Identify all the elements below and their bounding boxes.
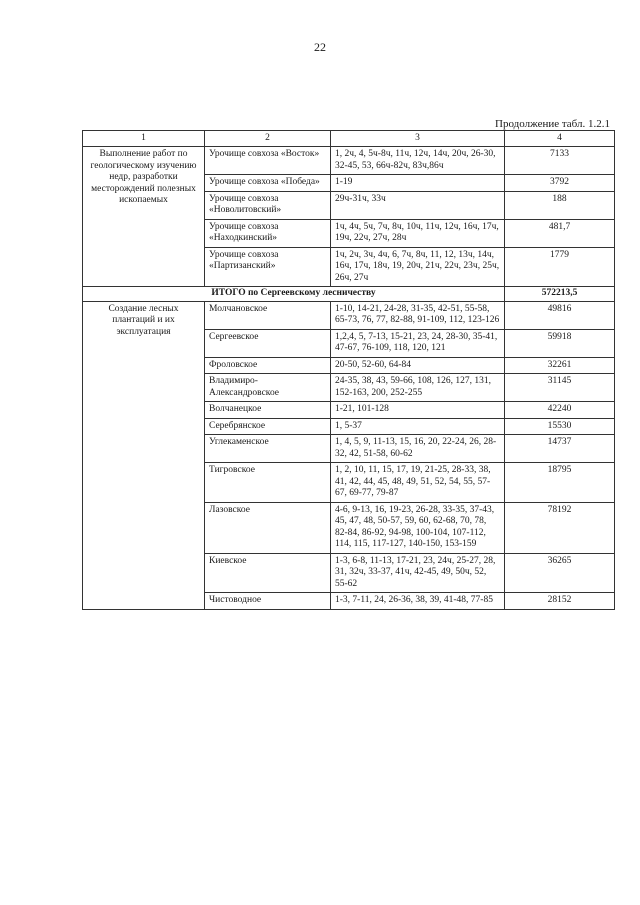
forestry-name-cell: Фроловское: [205, 357, 331, 374]
forestry-name-cell: Углекаменское: [205, 435, 331, 463]
area-cell: 49816: [505, 301, 615, 329]
quarter-numbers-cell: 1, 2ч, 4, 5ч-8ч, 11ч, 12ч, 14ч, 20ч, 26-30, 32-45, 53, 66ч-82ч, 83ч,86ч: [331, 147, 505, 175]
activity-type-cell: Выполнение работ по геологическому изучению недр, разработки месторождений полезных ископаемых: [83, 147, 205, 287]
quarter-numbers-cell: 1-3, 6-8, 11-13, 17-21, 23, 24ч, 25-27, 28, 31, 32ч, 33-37, 41ч, 42-45, 49, 50ч, 52, 55-62: [331, 553, 505, 593]
forest-quarters-table: [82, 130, 615, 610]
area-cell: 18795: [505, 463, 615, 503]
quarter-numbers-cell: 1-10, 14-21, 24-28, 31-35, 42-51, 55-58, 65-73, 76, 77, 82-88, 91-109, 112, 123-126: [331, 301, 505, 329]
forestry-name-cell: Сергеевское: [205, 329, 331, 357]
table-caption: Продолжение табл. 1.2.1: [495, 118, 610, 130]
forestry-name-cell: Урочище совхоза «Победа»: [205, 175, 331, 192]
quarter-numbers-cell: 4-6, 9-13, 16, 19-23, 26-28, 33-35, 37-43, 45, 47, 48, 50-57, 59, 60, 62-68, 70, 78, 82-84, 86-92, 94-98, 100-104, 107-112, 114, 115, 117-127, 140-150, 153-159: [331, 502, 505, 553]
quarter-numbers-cell: 29ч-31ч, 33ч: [331, 191, 505, 219]
header-cell: 3: [331, 131, 505, 147]
forestry-name-cell: Урочище совхоза «Партизанский»: [205, 247, 331, 287]
area-cell: 42240: [505, 402, 615, 419]
page-number: 22: [314, 40, 326, 54]
forestry-name-cell: Владимиро-Александровское: [205, 374, 331, 402]
quarter-numbers-cell: 24-35, 38, 43, 59-66, 108, 126, 127, 131, 152-163, 200, 252-255: [331, 374, 505, 402]
area-cell: 36265: [505, 553, 615, 593]
area-cell: 15530: [505, 418, 615, 435]
forestry-name-cell: Тигровское: [205, 463, 331, 503]
forestry-name-cell: Волчанецкое: [205, 402, 331, 419]
area-cell: 28152: [505, 593, 615, 610]
forestry-name-cell: Урочище совхоза «Новолитовский»: [205, 191, 331, 219]
quarter-numbers-cell: 1ч, 2ч, 3ч, 4ч, 6, 7ч, 8ч, 11, 12, 13ч, 14ч, 16ч, 17ч, 18ч, 19, 20ч, 21ч, 22ч, 23ч, 25ч, 26ч, 27ч: [331, 247, 505, 287]
forestry-name-cell: Урочище совхоза «Находкинский»: [205, 219, 331, 247]
quarter-numbers-cell: 1-19: [331, 175, 505, 192]
quarter-numbers-cell: 20-50, 52-60, 64-84: [331, 357, 505, 374]
forestry-name-cell: Серебрянское: [205, 418, 331, 435]
area-cell: 1779: [505, 247, 615, 287]
area-cell: 481,7: [505, 219, 615, 247]
quarter-numbers-cell: 1-21, 101-128: [331, 402, 505, 419]
area-cell: 59918: [505, 329, 615, 357]
area-cell: 78192: [505, 502, 615, 553]
area-cell: 32261: [505, 357, 615, 374]
quarter-numbers-cell: 1, 5-37: [331, 418, 505, 435]
quarter-numbers-cell: 1, 4, 5, 9, 11-13, 15, 16, 20, 22-24, 26, 28-32, 42, 51-58, 60-62: [331, 435, 505, 463]
area-cell: 31145: [505, 374, 615, 402]
area-cell: 188: [505, 191, 615, 219]
table-row: [83, 147, 615, 175]
area-cell: 3792: [505, 175, 615, 192]
table-row: [83, 301, 615, 329]
table-header-row: [83, 131, 615, 147]
quarter-numbers-cell: 1-3, 7-11, 24, 26-36, 38, 39, 41-48, 77-85: [331, 593, 505, 610]
quarter-numbers-cell: 1, 2, 10, 11, 15, 17, 19, 21-25, 28-33, 38, 41, 42, 44, 45, 48, 49, 51, 52, 54, 55, 57-67, 69-77, 79-87: [331, 463, 505, 503]
forestry-name-cell: Урочище совхоза «Восток»: [205, 147, 331, 175]
forestry-name-cell: Киевское: [205, 553, 331, 593]
header-cell: 2: [205, 131, 331, 147]
area-cell: 14737: [505, 435, 615, 463]
header-cell: 4: [505, 131, 615, 147]
activity-type-cell: Создание лесных плантаций и их эксплуатация: [83, 301, 205, 609]
total-value: 572213,5: [505, 287, 615, 302]
quarter-numbers-cell: 1ч, 4ч, 5ч, 7ч, 8ч, 10ч, 11ч, 12ч, 16ч, 17ч, 19ч, 22ч, 27ч, 28ч: [331, 219, 505, 247]
quarter-numbers-cell: 1,2,4, 5, 7-13, 15-21, 23, 24, 28-30, 35-41, 47-67, 76-109, 118, 120, 121: [331, 329, 505, 357]
header-cell: 1: [83, 131, 205, 147]
total-row: [83, 287, 615, 302]
forestry-name-cell: Лазовское: [205, 502, 331, 553]
total-label: ИТОГО по Сергеевскому лесничеству: [83, 287, 505, 302]
forestry-name-cell: Молчановское: [205, 301, 331, 329]
area-cell: 7133: [505, 147, 615, 175]
forestry-name-cell: Чистоводное: [205, 593, 331, 610]
